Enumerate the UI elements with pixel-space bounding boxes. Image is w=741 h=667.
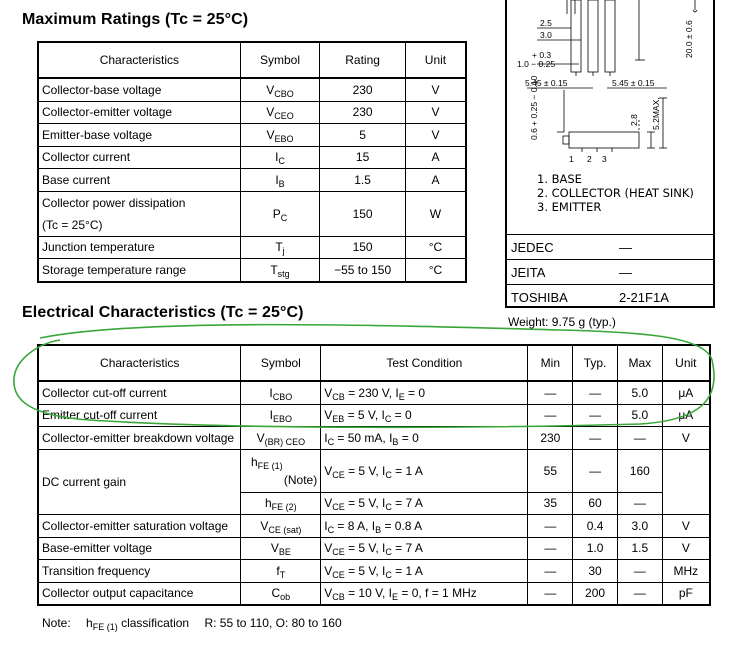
table-row	[38, 582, 710, 605]
cell-symbol: $I_{CBO}$	[241, 381, 321, 404]
cell-max: 1.5	[617, 537, 662, 560]
table-row	[38, 124, 466, 147]
cell-characteristic: Collector-emitter saturation voltage	[38, 515, 241, 538]
table-row	[38, 537, 710, 560]
header-max: Max	[617, 345, 662, 381]
cell-characteristic: Collector cut-off current	[38, 381, 241, 404]
header-symbol: Symbol	[241, 345, 321, 381]
cell-symbol: $T_j$	[240, 236, 320, 259]
cell-characteristic: Collector-emitter breakdown voltage	[38, 427, 241, 450]
cell-unit: V	[662, 515, 710, 538]
cell-unit: A	[405, 169, 466, 192]
header-unit: Unit	[405, 42, 466, 78]
header-rating: Rating	[320, 42, 406, 78]
table-row	[38, 560, 710, 583]
pin-number: 1	[569, 154, 574, 164]
cell-characteristic: Transition frequency	[38, 560, 241, 583]
dim-text: 2.8	[629, 114, 639, 126]
cell-typ: ―	[573, 404, 618, 427]
cell-symbol: $V_{CE (sat)}$	[241, 515, 321, 538]
cell-rating: 150	[320, 236, 406, 259]
cell-min: ―	[528, 381, 573, 404]
cell-symbol: $h_{FE (2)}$	[241, 492, 321, 515]
cell-max: 3.0	[617, 515, 662, 538]
cell-condition: $I_C = 50$ mA, $I_B = 0$	[321, 427, 528, 450]
cell-typ: 200	[573, 582, 618, 605]
cell-symbol: $V_{EBO}$	[240, 124, 320, 147]
cell-symbol: $V_{BE}$	[241, 537, 321, 560]
cell-characteristic: Emitter cut-off current	[38, 404, 241, 427]
table-row	[38, 236, 466, 259]
package-row-jeita	[507, 259, 713, 284]
dim-text: 3.0	[540, 30, 552, 40]
cell-unit: V	[405, 78, 466, 101]
table-row	[38, 381, 710, 404]
header-characteristics: Characteristics	[38, 42, 240, 78]
cell-rating: 150	[320, 191, 406, 236]
pin-number: 3	[602, 154, 607, 164]
header-test-condition: Test Condition	[321, 345, 528, 381]
cell-unit: °C	[405, 259, 466, 282]
cell-characteristic: DC current gain	[38, 449, 241, 515]
cell-characteristic: Collector current	[38, 146, 240, 169]
cell-unit: V	[662, 537, 710, 560]
cell-condition: $V_{CB} = 230$ V, $I_E = 0$	[321, 381, 528, 404]
package-row-jedec	[507, 234, 713, 259]
cell-symbol: $h_{FE (1)}$ (Note)	[241, 449, 321, 492]
pin-item: 3. EMITTER	[537, 200, 602, 214]
table-row	[38, 101, 466, 124]
table-row	[38, 191, 466, 236]
cell-max: 5.0	[617, 404, 662, 427]
cell-rating: −55 to 150	[320, 259, 406, 282]
cell-symbol: $C_{ob}$	[241, 582, 321, 605]
cell-characteristic: Collector-emitter voltage	[38, 101, 240, 124]
dim-text: 5.45 ± 0.15	[612, 78, 655, 88]
note-text: classification	[121, 616, 190, 630]
cell-typ: 30	[573, 560, 618, 583]
cell-symbol: $I_C$	[240, 146, 320, 169]
note-label: Note:	[42, 616, 71, 630]
dim-text: 1.0 − 0.25	[517, 59, 556, 69]
cell-symbol: $I_{EBO}$	[241, 404, 321, 427]
dim-text: 2.5	[540, 18, 552, 28]
cell-condition: $V_{CE} = 5$ V, $I_C = 1$ A	[321, 449, 528, 492]
row-value: 2-21F1A	[619, 289, 669, 305]
cell-condition: $V_{CE} = 5$ V, $I_C = 7$ A	[321, 492, 528, 515]
table-row	[38, 515, 710, 538]
max-ratings-title: Maximum Ratings (Tc = 25°C)	[22, 11, 249, 28]
dim-text: + 0.3	[532, 50, 552, 60]
dim-text: 0.6 + 0.25 − 0.10	[529, 75, 539, 140]
cell-condition: $V_{EB} = 5$ V, $I_C = 0$	[321, 404, 528, 427]
package-weight: Weight: 9.75 g (typ.)	[508, 315, 616, 329]
cell-max: ―	[617, 560, 662, 583]
cell-symbol: $T_{stg}$	[240, 259, 320, 282]
cell-unit: A	[405, 146, 466, 169]
cell-condition: $V_{CE} = 5$ V, $I_C = 1$ A	[321, 560, 528, 583]
cell-min: 35	[528, 492, 573, 515]
cell-max: ―	[617, 427, 662, 450]
cell-typ: ―	[573, 427, 618, 450]
cell-unit: V	[405, 124, 466, 147]
electrical-title: Electrical Characteristics (Tc = 25°C)	[22, 304, 304, 321]
dim-text: 5.2MAX.	[651, 97, 661, 130]
row-key: TOSHIBA	[511, 289, 568, 305]
cell-typ: ―	[573, 381, 618, 404]
cell-unit: V	[662, 427, 710, 450]
cell-unit: pF	[662, 582, 710, 605]
cell-min: ―	[528, 404, 573, 427]
cell-min: 230	[528, 427, 573, 450]
dim-text: 20.0 ± 0.6	[684, 20, 694, 58]
cell-typ: 60	[573, 492, 618, 515]
cell-symbol: $I_B$	[240, 169, 320, 192]
cell-characteristic: Collector power dissipation (Tc = 25°C)	[38, 191, 240, 236]
header-unit: Unit	[662, 345, 710, 381]
cell-min: ―	[528, 537, 573, 560]
cell-rating: 230	[320, 78, 406, 101]
row-key: JEITA	[511, 264, 546, 280]
cell-max: ―	[617, 492, 662, 515]
header-characteristics: Characteristics	[38, 345, 241, 381]
cell-symbol: $V_{CBO}$	[240, 78, 320, 101]
pin-list	[537, 172, 694, 214]
table-row	[38, 427, 710, 450]
note-line	[42, 616, 342, 630]
cell-symbol: $V_{(BR) CEO}$	[241, 427, 321, 450]
cell-unit: °C	[405, 236, 466, 259]
cell-min: ―	[528, 582, 573, 605]
cell-max: 160	[617, 449, 662, 492]
max-ratings-table	[37, 41, 467, 283]
header-min: Min	[528, 345, 573, 381]
cell-max: 5.0	[617, 381, 662, 404]
cell-characteristic: Storage temperature range	[38, 259, 240, 282]
package-drawing	[507, 0, 713, 170]
cell-unit: MHz	[662, 560, 710, 583]
table-row	[38, 146, 466, 169]
row-value: ―	[619, 239, 632, 255]
cell-unit: μA	[662, 381, 710, 404]
table-row	[38, 259, 466, 282]
cell-min: ―	[528, 560, 573, 583]
table-row	[38, 449, 710, 492]
package-outline-box	[505, 0, 715, 308]
cell-symbol: $V_{CEO}$	[240, 101, 320, 124]
cell-characteristic: Junction temperature	[38, 236, 240, 259]
cell-rating: 5	[320, 124, 406, 147]
cell-characteristic: Base-emitter voltage	[38, 537, 241, 560]
pin-item: 2. COLLECTOR (HEAT SINK)	[537, 186, 694, 200]
cell-characteristic: Emitter-base voltage	[38, 124, 240, 147]
cell-characteristic: Collector-base voltage	[38, 78, 240, 101]
row-value: ―	[619, 264, 632, 280]
pin-number: 2	[587, 154, 592, 164]
cell-unit: W	[405, 191, 466, 236]
note-values: R: 55 to 110, O: 80 to 160	[204, 616, 342, 630]
header-symbol: Symbol	[240, 42, 320, 78]
cell-typ: 1.0	[573, 537, 618, 560]
cell-rating: 1.5	[320, 169, 406, 192]
cell-min: 55	[528, 449, 573, 492]
cell-condition: $I_C = 8$ A, $I_B = 0.8$ A	[321, 515, 528, 538]
table-row	[38, 169, 466, 192]
dim-text: 5.45 ± 0.15	[525, 78, 568, 88]
table-row	[38, 404, 710, 427]
cell-unit	[662, 449, 710, 515]
note-symbol: $h_{FE (1)}$	[86, 616, 118, 632]
cell-min: ―	[528, 515, 573, 538]
cell-symbol: $f_T$	[241, 560, 321, 583]
cell-unit: μA	[662, 404, 710, 427]
table-row	[38, 78, 466, 101]
package-row-toshiba	[507, 284, 713, 309]
cell-condition: $V_{CB} = 10$ V, $I_E = 0$, f = 1 MHz	[321, 582, 528, 605]
cell-typ: 0.4	[573, 515, 618, 538]
cell-unit: V	[405, 101, 466, 124]
electrical-table	[37, 344, 711, 606]
cell-max: ―	[617, 582, 662, 605]
pin-item: 1. BASE	[537, 172, 582, 186]
cell-rating: 15	[320, 146, 406, 169]
row-key: JEDEC	[511, 239, 554, 255]
cell-condition: $V_{CE} = 5$ V, $I_C = 7$ A	[321, 537, 528, 560]
cell-characteristic: Base current	[38, 169, 240, 192]
cell-typ: ―	[573, 449, 618, 492]
cell-rating: 230	[320, 101, 406, 124]
cell-symbol: $P_C$	[240, 191, 320, 236]
header-typ: Typ.	[573, 345, 618, 381]
cell-characteristic: Collector output capacitance	[38, 582, 241, 605]
